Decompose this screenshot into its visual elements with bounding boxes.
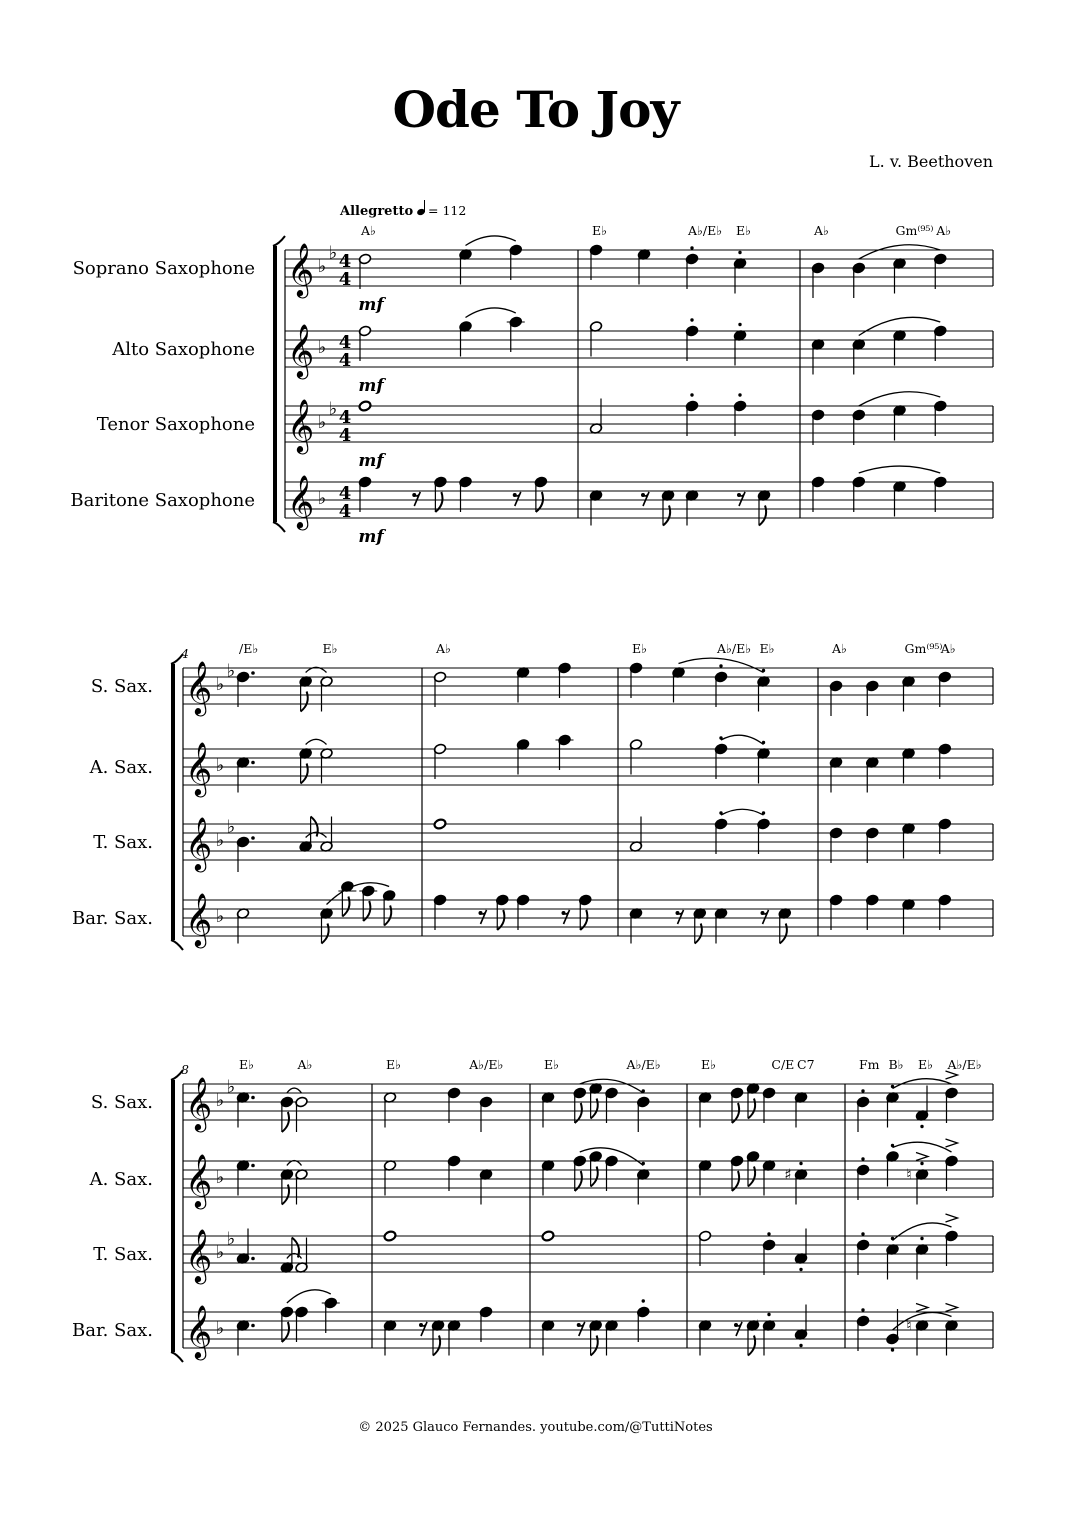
staccato-dot	[642, 1299, 645, 1302]
measure-number: 4	[181, 646, 189, 661]
slur-line	[721, 735, 764, 744]
time-signature-bottom: 4	[338, 350, 352, 371]
slur-line	[327, 883, 390, 905]
chord-symbol: C7	[797, 1057, 815, 1072]
slur-line	[287, 1088, 302, 1093]
treble-clef-icon: 𝄞	[185, 816, 213, 870]
staccato-dot	[920, 1237, 923, 1240]
flat-icon: ♭	[215, 1242, 225, 1263]
eighth-rest-dot	[562, 911, 566, 915]
dynamic-mark: mf	[358, 295, 384, 315]
notehead	[358, 400, 371, 412]
eighth-rest-dot	[761, 911, 765, 915]
chord-symbol: E♭	[322, 641, 338, 656]
accent-icon	[946, 1071, 958, 1079]
chord-symbol: E♭	[239, 1057, 255, 1072]
chord-symbol: E♭	[632, 641, 648, 656]
flat-icon: ♭	[317, 256, 327, 277]
chord-symbol: /E♭	[239, 641, 259, 656]
treble-clef-icon: 𝄞	[185, 1304, 213, 1358]
chord-symbol: A♭	[297, 1057, 313, 1072]
augmentation-dot	[251, 1324, 255, 1328]
slur-line	[721, 809, 764, 815]
staccato-dot	[861, 1232, 864, 1235]
chord-symbol: E♭	[736, 223, 752, 238]
treble-clef-icon: 𝄞	[185, 741, 213, 795]
flat-icon: ♭	[215, 830, 225, 851]
treble-clef-icon: 𝄞	[185, 1076, 213, 1130]
slur-line	[466, 308, 516, 318]
staccato-dot	[719, 664, 722, 667]
flat-icon: ♭	[317, 488, 327, 509]
staccato-dot	[799, 1344, 802, 1347]
eighth-rest-dot	[479, 911, 483, 915]
flat-icon: ♭	[215, 755, 225, 776]
notehead	[433, 818, 446, 830]
chord-symbol: A♭/E♭	[688, 223, 723, 238]
chord-symbol: Fm	[859, 1057, 880, 1072]
augmentation-dot	[251, 671, 255, 675]
accent-icon	[916, 1304, 928, 1312]
notehead	[383, 1230, 396, 1242]
eighth-rest-dot	[419, 1323, 423, 1327]
chord-symbol: A♭/E♭	[469, 1057, 504, 1072]
treble-clef-icon: 𝄞	[287, 323, 315, 377]
staccato-dot	[738, 323, 741, 326]
treble-clef-icon: 𝄞	[287, 474, 315, 528]
instrument-label: A. Sax.	[89, 757, 153, 778]
bracket-hook	[171, 1352, 183, 1362]
staccato-dot	[861, 1308, 864, 1311]
eighth-rest-dot	[734, 1323, 738, 1327]
chord-symbol: A♭	[940, 641, 956, 656]
staccato-dot	[690, 393, 693, 396]
staccato-dot	[690, 318, 693, 321]
instrument-label: S. Sax.	[90, 1092, 153, 1113]
eighth-rest-dot	[577, 1323, 581, 1327]
instrument-label: Soprano Saxophone	[72, 258, 255, 279]
chord-symbol: E♭	[544, 1057, 560, 1072]
slur-line	[306, 739, 327, 744]
accent-icon	[946, 1304, 958, 1312]
chord-symbol: A♭	[814, 223, 829, 238]
composer-credit: L. v. Beethoven	[869, 152, 993, 171]
augmentation-dot	[251, 836, 255, 840]
bracket-hook	[273, 236, 285, 246]
flat-icon: ♭	[215, 1167, 225, 1188]
flat-icon: ♭	[226, 816, 236, 838]
flat-icon: ♭	[317, 337, 327, 358]
staccato-dot	[799, 1268, 802, 1271]
time-signature-bottom: 4	[338, 269, 352, 290]
treble-clef-icon: 𝄞	[185, 660, 213, 714]
time-signature-top: 4	[338, 407, 352, 428]
sharp-icon: ♯	[752, 1316, 760, 1335]
time-signature-top: 4	[338, 483, 352, 504]
flat-icon: ♭	[226, 660, 236, 682]
chord-symbol: E♭	[759, 641, 775, 656]
augmentation-dot	[251, 1257, 255, 1261]
instrument-label: T. Sax.	[93, 832, 153, 853]
chord-symbol: E♭	[386, 1057, 402, 1072]
slur-line	[287, 1290, 331, 1303]
augmentation-dot	[251, 1096, 255, 1100]
instrument-label: S. Sax.	[90, 676, 153, 697]
tempo-bpm: = 112	[428, 203, 467, 218]
time-signature-top: 4	[338, 251, 352, 272]
chord-symbol: A♭	[936, 223, 952, 238]
flat-icon: ♭	[226, 1228, 236, 1250]
staccato-dot	[767, 1232, 770, 1235]
slur-line	[466, 236, 516, 246]
flat-icon: ♭	[215, 1318, 225, 1339]
staccato-dot	[861, 1089, 864, 1092]
slur-line	[859, 245, 941, 259]
chord-symbol: A♭/E♭	[947, 1057, 982, 1072]
time-signature-top: 4	[338, 332, 352, 353]
accent-icon	[946, 1214, 958, 1222]
natural-icon: ♮	[906, 1316, 912, 1335]
dynamic-mark: mf	[358, 451, 384, 471]
slur-line	[893, 1142, 952, 1152]
treble-clef-icon: 𝄞	[185, 1153, 213, 1207]
chord-symbol: E♭	[701, 1057, 717, 1072]
dynamic-mark: mf	[358, 527, 384, 547]
instrument-label: Bar. Sax.	[72, 1320, 153, 1341]
treble-clef-icon: 𝄞	[287, 398, 315, 452]
eighth-rest-dot	[513, 493, 517, 497]
flat-icon: ♭	[328, 242, 338, 264]
accent-icon	[946, 1139, 958, 1147]
instrument-label: T. Sax.	[93, 1244, 153, 1265]
slur-line	[859, 466, 941, 473]
treble-clef-icon: 𝄞	[185, 1228, 213, 1282]
time-signature-bottom: 4	[338, 501, 352, 522]
chord-symbol: Gm⁽⁹⁵⁾	[904, 641, 943, 656]
flat-icon: ♭	[317, 412, 327, 433]
copyright-footer: © 2025 Glauco Fernandes. youtube.com/@TuttiNotes	[358, 1420, 713, 1435]
eighth-rest-dot	[412, 493, 416, 497]
chord-symbol: E♭	[918, 1057, 934, 1072]
staccato-dot	[891, 1348, 894, 1351]
measure-number: 8	[181, 1062, 189, 1077]
augmentation-dot	[251, 1164, 255, 1168]
flat-icon: ♭	[328, 398, 338, 420]
chord-symbol: A♭/E♭	[626, 1057, 661, 1072]
eighth-rest-dot	[641, 493, 645, 497]
chord-symbol: A♭	[832, 641, 847, 656]
staccato-dot	[920, 1162, 923, 1165]
flat-icon: ♭	[226, 1076, 236, 1098]
tempo-marking: Allegretto	[340, 204, 414, 219]
staccato-dot	[738, 251, 741, 254]
chord-symbol: Gm⁽⁹⁵⁾	[895, 223, 934, 238]
treble-clef-icon: 𝄞	[287, 242, 315, 296]
chord-symbol: A♭/E♭	[717, 641, 752, 656]
accent-icon	[916, 1153, 928, 1161]
staccato-dot	[920, 1125, 923, 1128]
notehead	[541, 1230, 554, 1242]
staccato-dot	[690, 246, 693, 249]
chord-symbol: B♭	[888, 1057, 904, 1072]
instrument-label: Bar. Sax.	[72, 908, 153, 929]
time-signature-bottom: 4	[338, 425, 352, 446]
chord-symbol: C/E	[771, 1057, 795, 1072]
instrument-label: Tenor Saxophone	[96, 414, 255, 435]
flat-icon: ♭	[215, 674, 225, 695]
staccato-dot	[799, 1162, 802, 1165]
bracket-hook	[171, 940, 183, 950]
bracket-hook	[273, 522, 285, 532]
score-title: Ode To Joy	[392, 80, 679, 139]
eighth-rest-dot	[676, 911, 680, 915]
treble-clef-icon: 𝄞	[185, 892, 213, 946]
note-flag	[282, 1112, 289, 1132]
flat-icon: ♭	[215, 1090, 225, 1111]
instrument-label: Baritone Saxophone	[70, 490, 255, 511]
eighth-rest-dot	[737, 493, 741, 497]
flat-icon: ♭	[215, 906, 225, 927]
staccato-dot	[767, 1313, 770, 1316]
natural-icon: ♮	[906, 1165, 912, 1184]
augmentation-dot	[251, 761, 255, 765]
slur-line	[859, 392, 941, 406]
staccato-dot	[861, 1157, 864, 1160]
staccato-dot	[738, 393, 741, 396]
chord-symbol: A♭	[361, 223, 376, 238]
dynamic-mark: mf	[358, 376, 384, 396]
chord-symbol: A♭	[436, 641, 451, 656]
sharp-icon: ♯	[784, 1165, 792, 1184]
instrument-label: Alto Saxophone	[112, 339, 255, 360]
chord-symbol: E♭	[592, 223, 608, 238]
instrument-label: A. Sax.	[89, 1169, 153, 1190]
